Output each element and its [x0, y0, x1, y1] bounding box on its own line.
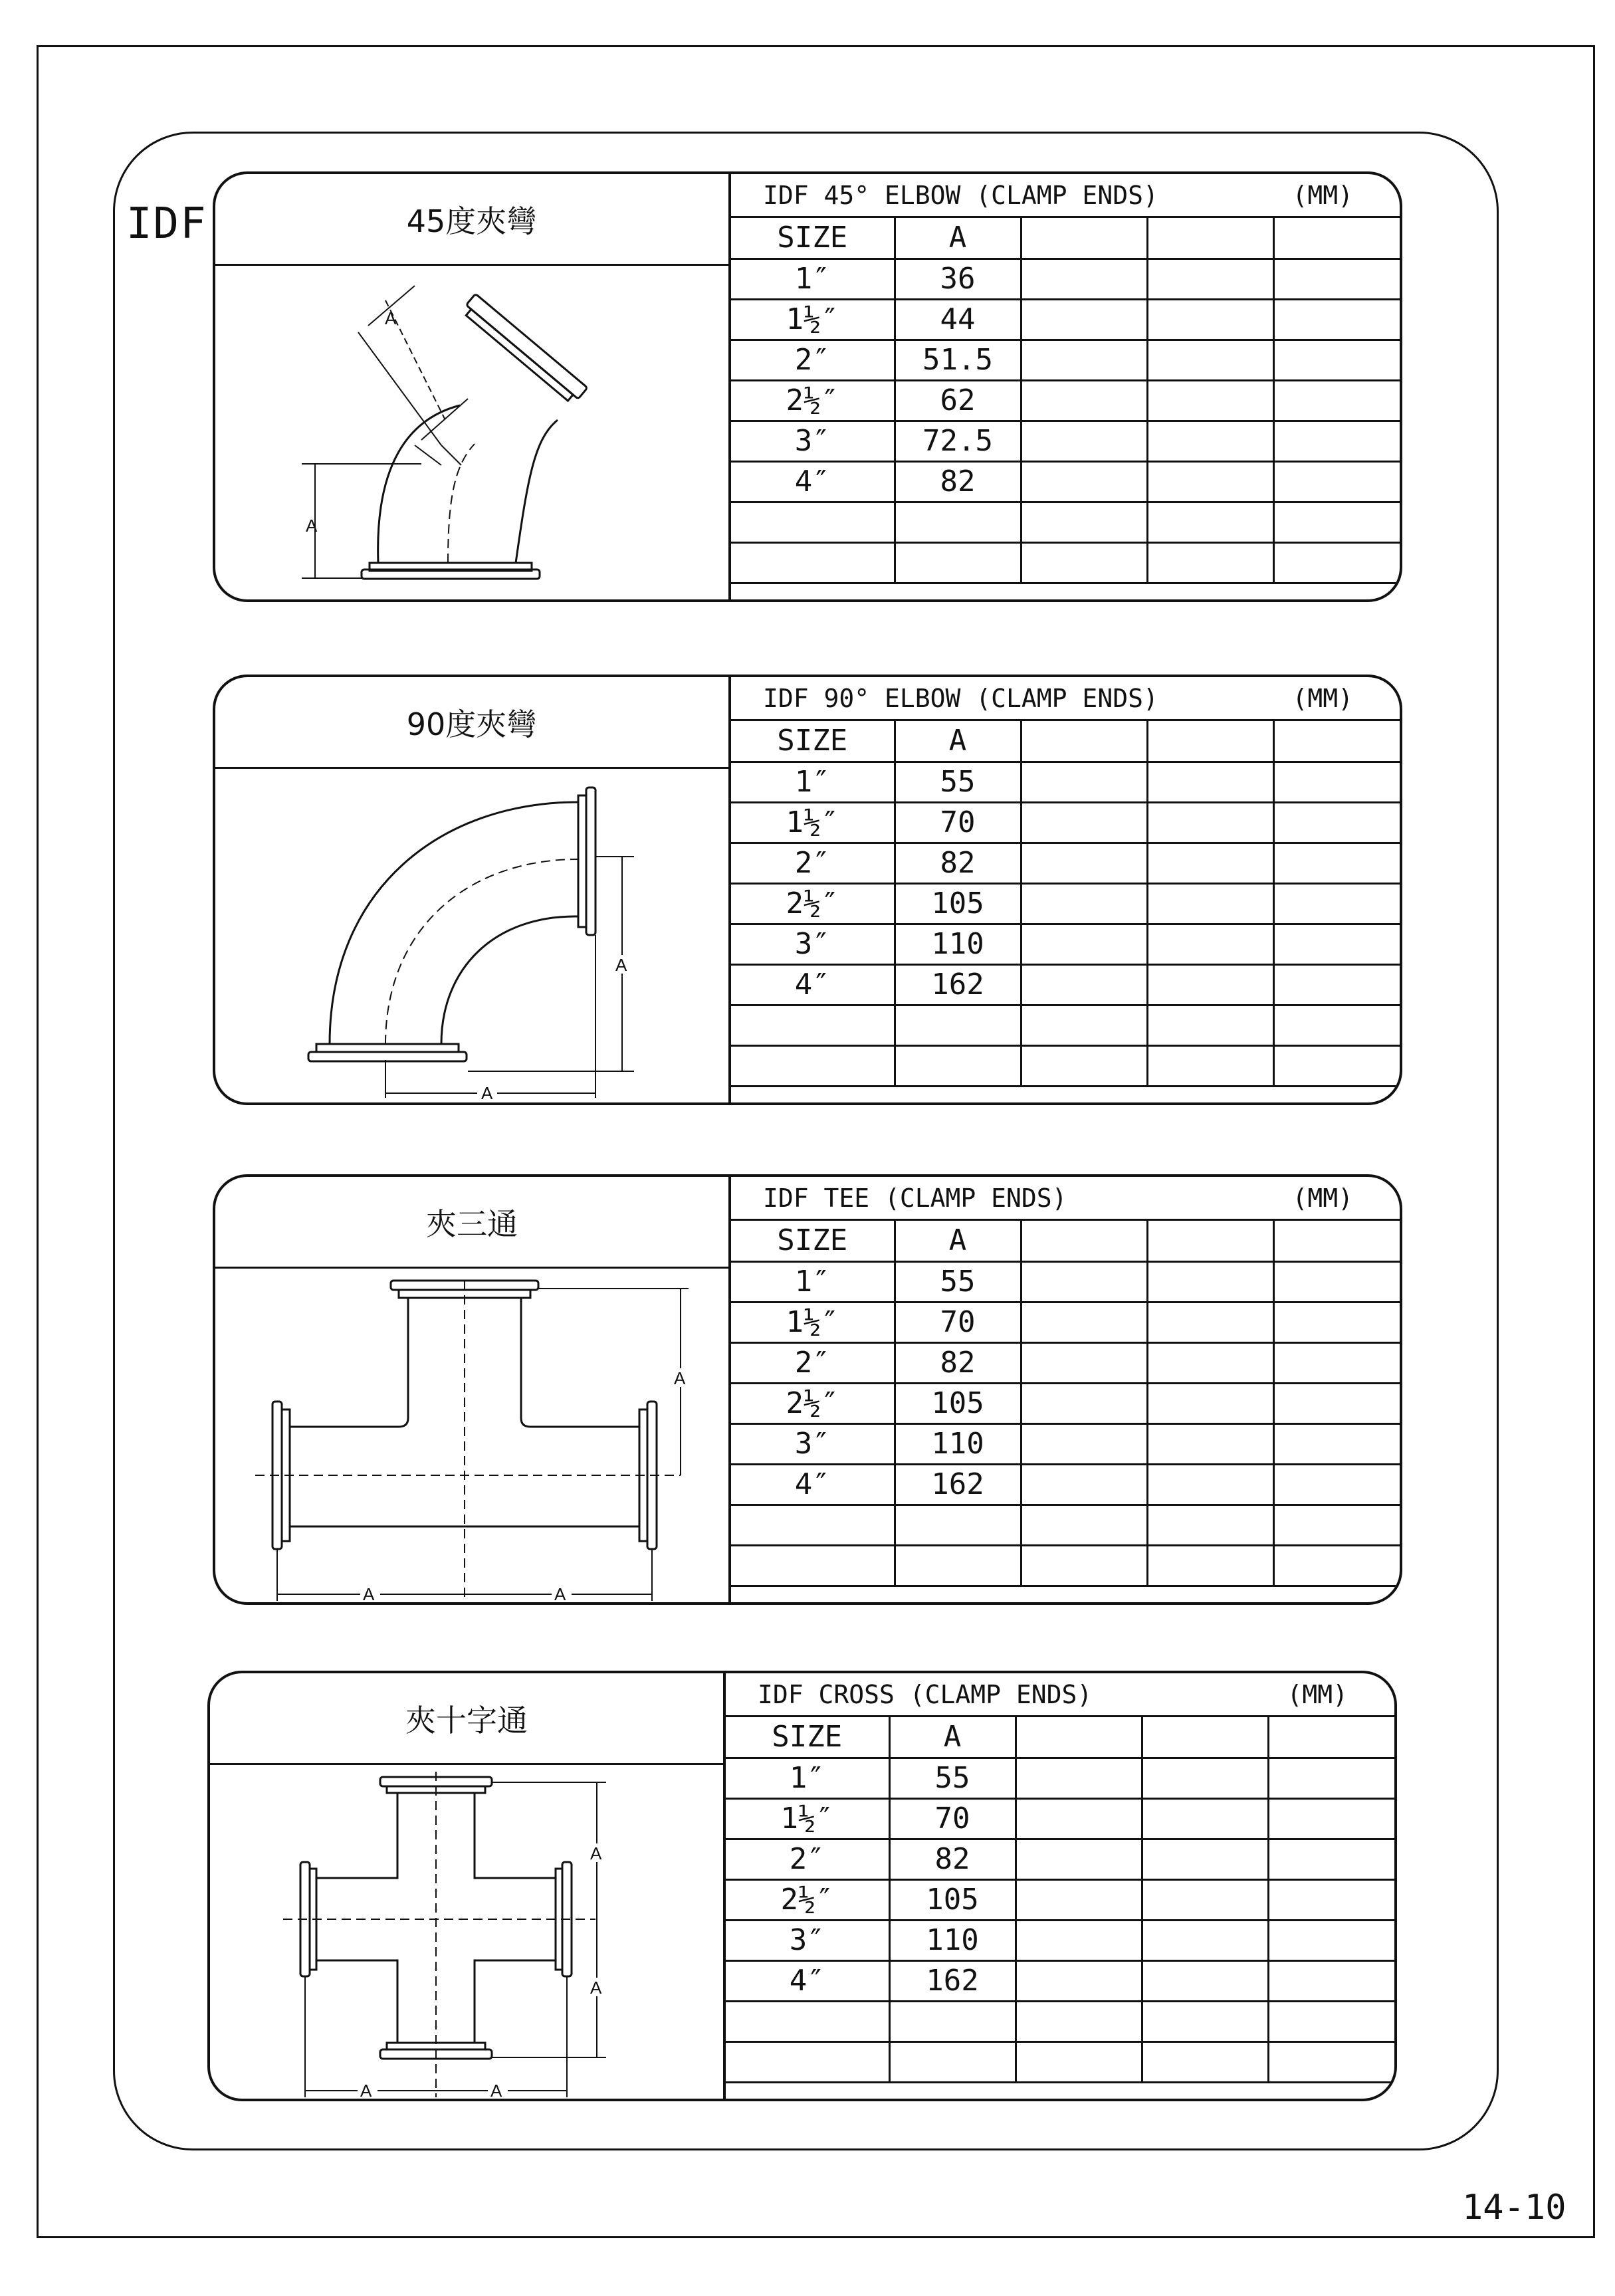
table-row: 1½″ 70 — [731, 802, 1400, 843]
table-row: 2″ 82 — [726, 1839, 1394, 1879]
dimension-a-label: A — [385, 308, 397, 328]
table-row-empty — [726, 2041, 1394, 2082]
table-row-empty — [726, 2001, 1394, 2041]
elbow-45-drawing — [215, 266, 728, 602]
dimension-a-label: A — [363, 1584, 375, 1604]
dimension-a-label: A — [481, 1083, 493, 1103]
table-row: 3″ 110 — [731, 1423, 1400, 1464]
table-row: 4″ 162 — [731, 1464, 1400, 1505]
table-header-row — [726, 1717, 1394, 1758]
figure-panel — [215, 174, 731, 599]
section-tee — [213, 1174, 1402, 1605]
table-title: IDF 45° ELBOW (CLAMP ENDS) (MM) — [731, 174, 1400, 218]
unit-label: (MM) — [1292, 180, 1353, 210]
figure-title: 夾三通 — [215, 1177, 728, 1269]
table-row: 4″ 162 — [731, 964, 1400, 1005]
spec-table-panel — [731, 174, 1400, 599]
table-row-empty — [731, 1505, 1400, 1545]
column-header: SIZE — [731, 1221, 895, 1261]
dimension-a-label: A — [590, 1843, 602, 1863]
dimension-a-label: A — [360, 2081, 372, 2101]
figure-title: 90度夾彎 — [215, 677, 728, 769]
dimension-a-label: A — [306, 516, 318, 536]
table-row: 2″ 51.5 — [731, 340, 1400, 380]
idf-corner-label: IDF — [126, 199, 207, 249]
tee-drawing — [215, 1269, 728, 1605]
table-title: IDF TEE (CLAMP ENDS) (MM) — [731, 1177, 1400, 1221]
column-header: SIZE — [731, 218, 895, 259]
table-row: 1½″ 44 — [731, 299, 1400, 340]
table-header-row — [731, 721, 1400, 762]
table-row: 2½″ 105 — [731, 1383, 1400, 1423]
column-header: A — [889, 1717, 1016, 1758]
spec-table — [726, 1717, 1394, 2083]
spec-table — [731, 1221, 1400, 1587]
column-header: A — [895, 721, 1021, 762]
table-row: 3″ 110 — [726, 1920, 1394, 1960]
table-row-empty — [731, 1005, 1400, 1045]
section-cross — [207, 1671, 1397, 2101]
column-header: A — [895, 1221, 1021, 1261]
table-row-empty — [731, 1045, 1400, 1086]
figure-panel — [215, 677, 731, 1102]
table-row: 1½″ 70 — [731, 1302, 1400, 1342]
dimension-a-label: A — [554, 1584, 566, 1604]
cross-drawing — [210, 1765, 723, 2101]
column-header: SIZE — [731, 721, 895, 762]
unit-label: (MM) — [1292, 683, 1353, 713]
figure-panel — [215, 1177, 731, 1602]
table-row: 1″ 55 — [731, 762, 1400, 802]
table-row: 3″ 110 — [731, 924, 1400, 964]
table-row-empty — [731, 542, 1400, 583]
unit-label: (MM) — [1292, 1183, 1353, 1213]
table-row: 1½″ 70 — [726, 1798, 1394, 1839]
table-row-empty — [731, 502, 1400, 542]
table-row: 2½″ 105 — [726, 1879, 1394, 1920]
column-header: SIZE — [726, 1717, 889, 1758]
dimension-a-label: A — [615, 955, 627, 975]
section-45-elbow — [213, 171, 1402, 602]
spec-table-panel — [731, 1177, 1400, 1602]
table-row: 2″ 82 — [731, 843, 1400, 883]
table-row: 2½″ 62 — [731, 380, 1400, 421]
table-row: 1″ 36 — [731, 259, 1400, 299]
figure-title: 夾十字通 — [210, 1673, 723, 1765]
table-header-row — [731, 218, 1400, 259]
spec-table — [731, 218, 1400, 584]
spec-table-panel — [731, 677, 1400, 1102]
page-number: 14-10 — [1462, 2188, 1566, 2228]
table-row-empty — [731, 1545, 1400, 1586]
table-header-row — [731, 1221, 1400, 1261]
table-row: 3″ 72.5 — [731, 421, 1400, 461]
dimension-a-label: A — [590, 1978, 602, 1998]
dimension-a-label: A — [490, 2081, 502, 2101]
dimension-a-label: A — [674, 1368, 686, 1388]
table-row: 1″ 55 — [731, 1261, 1400, 1302]
spec-table — [731, 721, 1400, 1087]
table-row: 2″ 82 — [731, 1342, 1400, 1383]
section-90-elbow — [213, 675, 1402, 1105]
spec-table-panel — [726, 1673, 1394, 2099]
figure-title: 45度夾彎 — [215, 174, 728, 266]
table-row: 4″ 82 — [731, 461, 1400, 502]
table-title: IDF 90° ELBOW (CLAMP ENDS) (MM) — [731, 677, 1400, 721]
column-header: A — [895, 218, 1021, 259]
elbow-90-drawing — [215, 769, 728, 1105]
figure-panel — [210, 1673, 726, 2099]
table-row: 1″ 55 — [726, 1758, 1394, 1798]
table-row: 4″ 162 — [726, 1960, 1394, 2001]
table-row: 2½″ 105 — [731, 883, 1400, 924]
table-title: IDF CROSS (CLAMP ENDS) (MM) — [726, 1673, 1394, 1717]
unit-label: (MM) — [1287, 1679, 1348, 1709]
